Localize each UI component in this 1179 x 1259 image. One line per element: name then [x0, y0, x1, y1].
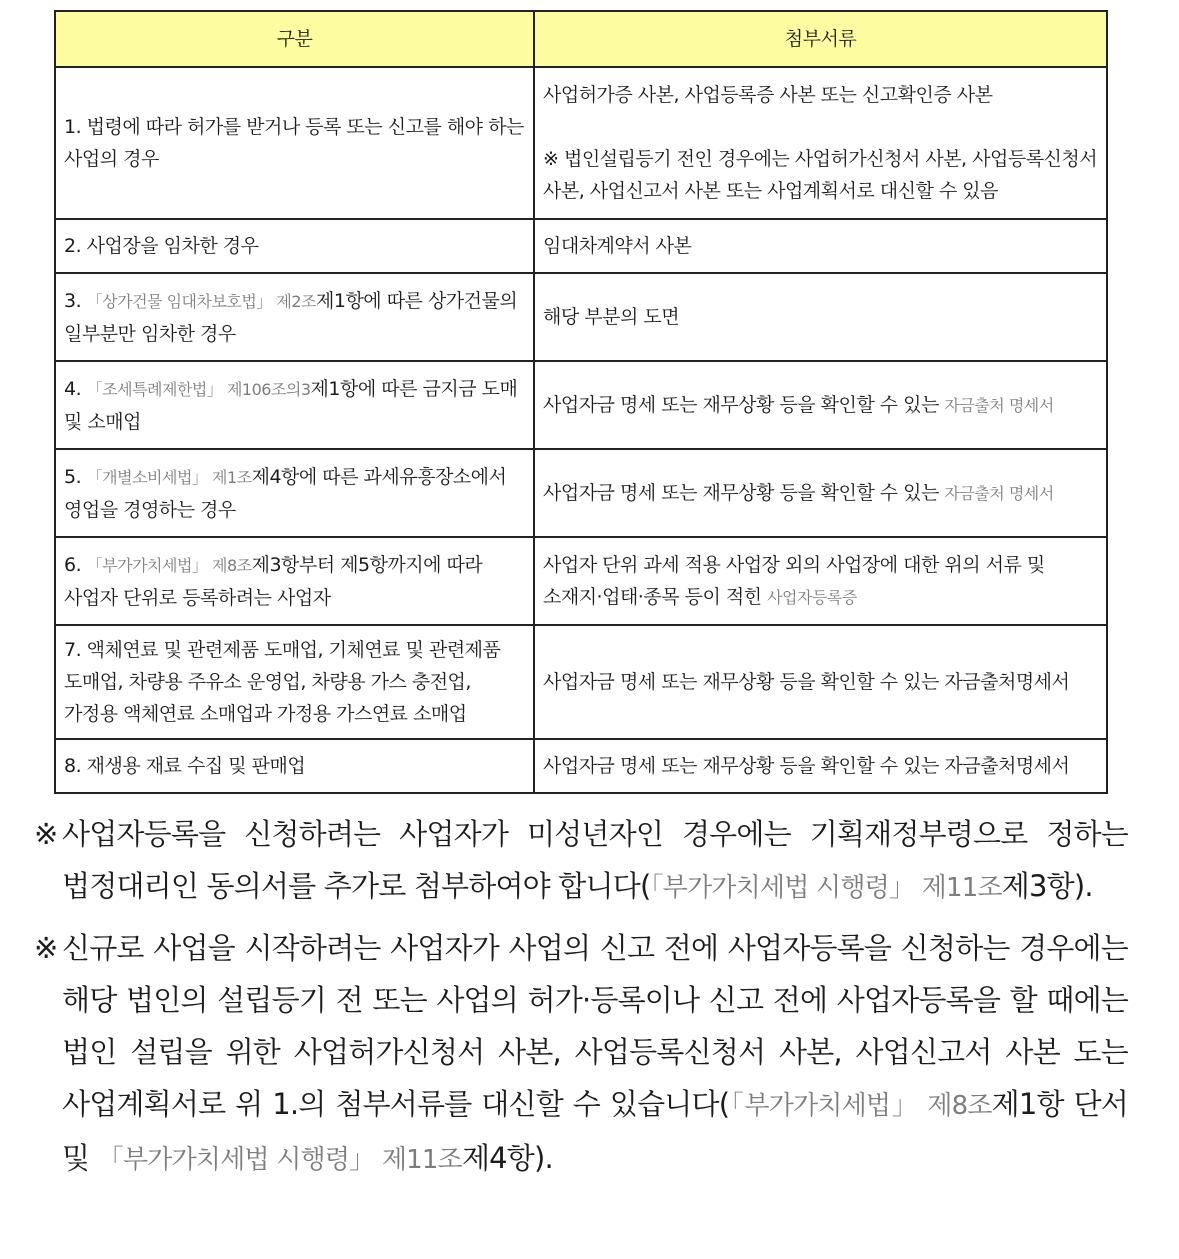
table-row [55, 449, 1107, 537]
category-cell: 1. 법령에 따라 허가를 받거나 등록 또는 신고를 해야 하는 사업의 경우 [55, 67, 534, 219]
law-link[interactable]: 「부가가치세법 시행령」 제11조 [97, 1145, 462, 1175]
law-link[interactable]: 「부가가치세법」 제8조 [729, 1091, 992, 1121]
category-number: 6. [64, 553, 87, 576]
form-link[interactable]: 자금출처 명세서 [944, 483, 1054, 503]
table-row [55, 739, 1107, 793]
category-text: 제1항에 따른 금지금 도매 및 소매업 [64, 377, 518, 433]
table-row [55, 219, 1107, 273]
category-cell: 2. 사업장을 임차한 경우 [55, 219, 534, 273]
category-number: 4. [64, 377, 87, 400]
attachment-table [54, 10, 1108, 794]
category-text: 제1항에 따른 상가건물의 일부분만 임차한 경우 [64, 289, 518, 345]
law-link[interactable]: 「상가건물 임대차보호법」 제2조 [86, 291, 316, 311]
table-row [55, 361, 1107, 449]
law-link[interactable]: 「부가가치세법 시행령」 제11조 [650, 873, 1002, 903]
note-mark: ※ [34, 931, 58, 965]
form-link[interactable]: 사업자등록증 [767, 587, 857, 607]
documents-text: 사업자금 명세 또는 재무상황 등을 확인할 수 있는 [543, 481, 945, 504]
law-link[interactable]: 「조세특례제한법」 제106조의3 [86, 379, 311, 399]
note-mark: ※ [34, 817, 58, 851]
header-category: 구분 [55, 11, 534, 67]
documents-cell: 임대차계약서 사본 [534, 219, 1107, 273]
note-text: 신규로 사업을 시작하려는 사업자가 사업의 신고 전에 사업자등록을 신청하는 경우에는 해당 법인의 설립등기 전 또는 사업의 허가·등록이나 신고 전에 사업자등록을 할 때에는 법인 설립을 위한 사업허가신청서 사본, 사업등록신청서 사본, 사업신고서 사본 도는 사업계획서로 위 1.의 첨부서류를 대신할 수 있습니다( [62, 931, 1128, 1121]
documents-note: ※ 법인설립등기 전인 경우에는 사업허가신청서 사본, 사업등록신청서 사본, 사업신고서 사본 또는 사업계획서로 대신할 수 있음 [543, 148, 1098, 202]
note-minor-consent [34, 808, 1128, 914]
law-link[interactable]: 「개별소비세법」 제1조 [86, 467, 252, 487]
note-text: 사업자등록을 신청하려는 사업자가 미성년자인 경우에는 기획재정부령으로 정하는 법정대리인 동의서를 추가로 첨부하여야 합니다( [62, 817, 1128, 903]
documents-cell [534, 361, 1107, 449]
table-row [55, 625, 1107, 739]
table-row [55, 273, 1107, 361]
note-new-business [34, 922, 1128, 1186]
table-row [55, 537, 1107, 625]
documents-cell: 해당 부분의 도면 [534, 273, 1107, 361]
category-number: 3. [64, 289, 87, 312]
table-row [55, 67, 1107, 219]
category-text: 제3항부터 제5항까지에 따라 사업자 단위로 등록하려는 사업자 [64, 553, 483, 609]
header-documents: 첨부서류 [534, 11, 1107, 67]
category-cell [55, 273, 534, 361]
category-cell: 8. 재생용 재료 수집 및 판매업 [55, 739, 534, 793]
note-tail: 제4항). [461, 1141, 553, 1175]
documents-cell: 사업자금 명세 또는 재무상황 등을 확인할 수 있는 자금출처명세서 [534, 739, 1107, 793]
category-cell [55, 361, 534, 449]
documents-cell [534, 67, 1107, 219]
documents-text: 사업자 단위 과세 적용 사업장 외의 사업장에 대한 위의 서류 및 소재지·업태·종목 등이 적힌 [543, 553, 1045, 608]
table-header-row [55, 11, 1107, 67]
documents-text: 사업자금 명세 또는 재무상황 등을 확인할 수 있는 [543, 393, 945, 416]
notes-section [34, 808, 1128, 1194]
documents-cell: 사업자금 명세 또는 재무상황 등을 확인할 수 있는 자금출처명세서 [534, 625, 1107, 739]
law-link[interactable]: 「부가가치세법」 제8조 [86, 555, 252, 575]
documents-cell [534, 449, 1107, 537]
documents-cell [534, 537, 1107, 625]
note-tail: 제3항). [1001, 869, 1093, 903]
category-cell: 7. 액체연료 및 관련제품 도매업, 기체연료 및 관련제품 도매업, 차량용 주유소 운영업, 차량용 가스 충전업, 가정용 액체연료 소매업과 가정용 가스연료 소매업 [55, 625, 534, 739]
category-cell [55, 537, 534, 625]
documents-text: 사업허가증 사본, 사업등록증 사본 또는 신고확인증 사본 [543, 84, 993, 106]
category-text: 제4항에 따른 과세유흥장소에서 영업을 경영하는 경우 [64, 465, 507, 521]
category-number: 5. [64, 465, 87, 488]
note-mid: 제1항 단서 및 [62, 1087, 1128, 1175]
form-link[interactable]: 자금출처 명세서 [944, 395, 1054, 415]
category-cell [55, 449, 534, 537]
